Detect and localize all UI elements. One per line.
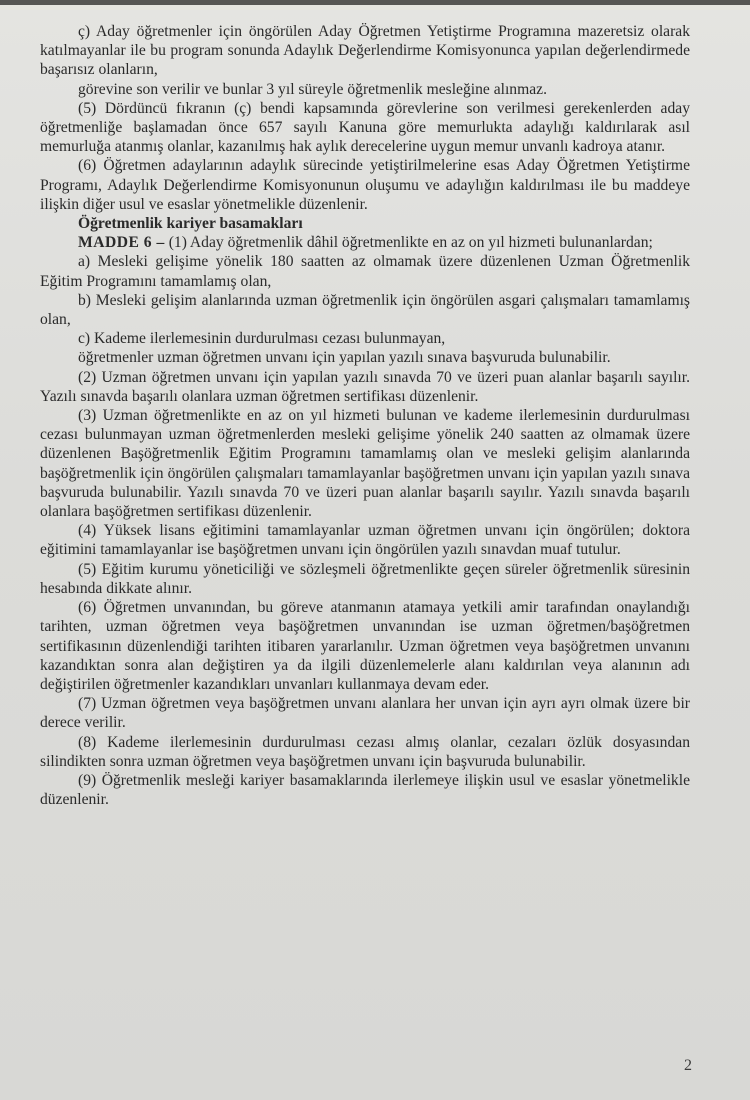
page-number: 2	[684, 1057, 692, 1074]
madde-paragraph-5: (5) Eğitim kurumu yöneticiliği ve sözleşmeli öğretmenlikte geçen süreler öğretmenlik süresinin hesabında dikkate alınır.	[40, 560, 690, 597]
paragraph-c: ç) Aday öğretmenler için öngörülen Aday Öğretmen Yetiştirme Programına mazeretsiz olarak katılmayanlar ile bu program sonunda Adaylık Değerlendirme Komisyonunca yapılan değerlendirmede başarısız olanların,	[40, 23, 690, 79]
top-edge	[0, 0, 750, 5]
madde-item-a: a) Mesleki gelişime yönelik 180 saatten az olmamak üzere düzenlenen Uzman Öğretmenlik Eğitim Programını tamamlamış olan,	[40, 253, 690, 290]
madde-paragraph-2: (2) Uzman öğretmen unvanı için yapılan yazılı sınavda 70 ve üzeri puan alanlar başarılı sayılır. Yazılı sınavda başarılı olanlara uzman öğretmen sertifikası düzenlenir.	[40, 368, 690, 405]
madde-paragraph-8: (8) Kademe ilerlemesinin durdurulması cezası almış olanlar, cezaları özlük dosyasından silindikten sonra uzman öğretmen veya başöğretmen unvanı için başvuruda bulunabilir.	[40, 733, 690, 770]
madde-label: MADDE 6 –	[78, 234, 165, 252]
madde-paragraph-7: (7) Uzman öğretmen veya başöğretmen unvanı alanlara her unvan için ayrı ayrı olmak üzere bir derece verilir.	[40, 695, 690, 732]
madde-paragraph-4: (4) Yüksek lisans eğitimini tamamlayanlar uzman öğretmen unvanı için öngörülen; doktora eğitimini tamamlayanlar ise başöğretmen unvanı için öngörülen yazılı sınavdan muaf tutulur.	[40, 522, 690, 559]
madde-paragraph-6: (6) Öğretmen unvanından, bu göreve atanmanın atamaya yetkili amir tarafından onaylandığı tarihten, uzman öğretmen veya başöğretmen unvanından ise uzman öğretmen/başöğretmen sertifikasının düzenlendiği tarihten itibaren yararlanılır. Uzman öğretmen veya başöğretmen unvanını kazandıktan sonra alan değiştiren ya da ilgili düzenlemelerle alanı kaldırılan veya alanının adı değiştirilen öğretmenler kazandıkları unvanları kullanmaya devam eder.	[40, 599, 690, 693]
madde-item-b: b) Mesleki gelişim alanlarında uzman öğretmenlik için öngörülen asgari çalışmaları tamamlamış olan,	[40, 291, 690, 329]
madde-conclusion: öğretmenler uzman öğretmen unvanı için yapılan yazılı sınava başvuruda bulunabilir.	[78, 349, 611, 367]
paragraph-6: (6) Öğretmen adaylarının adaylık sürecinde yetiştirilmelerine esas Aday Öğretmen Yetiştirme Programı, Adaylık Değerlendirme Komisyonunun oluşumu ve adaylığın kaldırılması ile bu maddeye ilişkin diğer usul ve esaslar yönetmelikle düzenlenir.	[40, 157, 690, 213]
section-heading: Öğretmenlik kariyer basamakları	[78, 215, 303, 233]
madde-intro-text: (1) Aday öğretmenlik dâhil öğretmenlikte en az on yıl hizmeti bulunanlardan;	[168, 234, 653, 252]
madde-item-c: c) Kademe ilerlemesinin durdurulması cezası bulunmayan,	[78, 330, 446, 348]
madde-paragraph-3: (3) Uzman öğretmenlikte en az on yıl hizmeti bulunan ve kademe ilerlemesinin durdurulması cezası bulunmayan uzman öğretmenlerden mesleki gelişime yönelik 240 saatten az olmamak üzere düzenlenen Başöğretmenlik Eğitim Programını tamamlamış olan ve mesleki gelişim alanlarında başöğretmenlik için öngörülen çalışmaları tamamlayanlar başöğretmen unvanı için yapılan yazılı sınava başvuruda bulunabilir. Yazılı sınavda 70 ve üzeri puan alanlar başarılı sayılır. Yazılı sınavda başarılı olanlara başöğretmen sertifikası düzenlenir.	[40, 407, 690, 521]
madde-paragraph-9: (9) Öğretmenlik mesleği kariyer basamaklarında ilerlemeye ilişkin usul ve esaslar yönetmelikle düzenlenir.	[40, 771, 690, 809]
document-body	[40, 22, 690, 809]
paragraph-dismissal: görevine son verilir ve bunlar 3 yıl süreyle öğretmenlik mesleğine alınmaz.	[78, 80, 547, 98]
paragraph-5: (5) Dördüncü fıkranın (ç) bendi kapsamında görevlerine son verilmesi gerekenlerden aday öğretmenliğe başlamadan önce 657 sayılı Kanuna göre memurlukta adaylığı kaldırılarak asıl memurluğa atanmış olanlar, kazanılmış hak aylık derecelerine uygun memur unvanlı kadroya atanır.	[40, 99, 690, 156]
madde-6-intro	[40, 233, 690, 252]
